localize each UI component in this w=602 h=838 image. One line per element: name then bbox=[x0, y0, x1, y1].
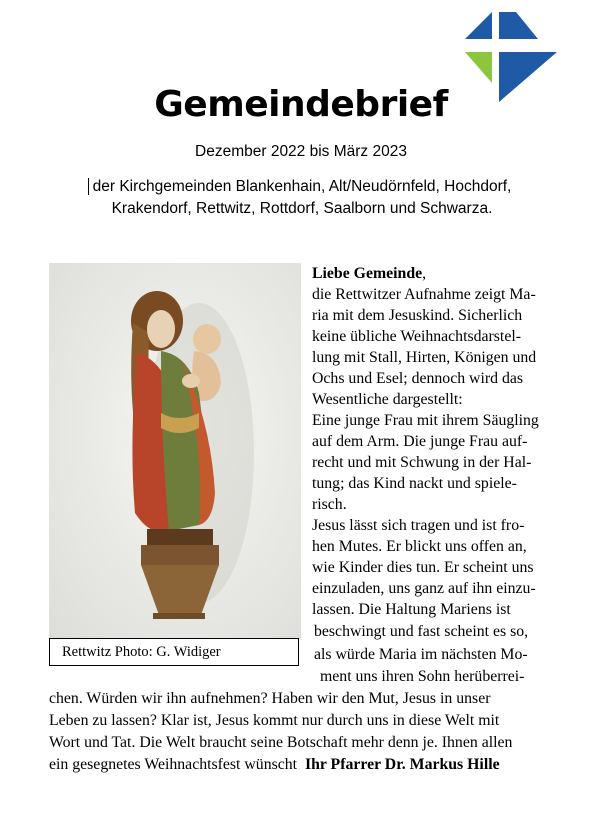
letter-line: Wort und Tat. Die Welt braucht seine Botschaft mehr denn je. Ihnen allen bbox=[49, 734, 513, 751]
letter-closing-line bbox=[49, 755, 500, 775]
letter-line: einzuladen, uns ganz auf ihn einzu- bbox=[312, 580, 536, 597]
letter-closing: ein gesegnetes Weihnachtsfest wünscht bbox=[49, 756, 298, 773]
logo-green-left bbox=[465, 52, 492, 83]
letter-line: lassen. Die Haltung Mariens ist bbox=[312, 601, 511, 618]
letter-signature: Ihr Pfarrer Dr. Markus Hille bbox=[304, 756, 500, 773]
letter-greeting: Liebe Gemeinde bbox=[312, 265, 423, 282]
madonna-statue-photo bbox=[49, 263, 301, 639]
logo-blue-top-right bbox=[499, 12, 538, 39]
photo-caption: Rettwitz Photo: G. Widiger bbox=[49, 638, 299, 666]
letter-line: recht und mit Schwung in der Hal- bbox=[312, 454, 532, 471]
parishes-line-2: Krakendorf, Rettwitz, Rottdorf, Saalborn und Schwarza. bbox=[111, 200, 493, 217]
letter-line: die Rettwitzer Aufnahme zeigt Ma- bbox=[312, 286, 536, 303]
letter-greeting-line bbox=[312, 264, 426, 284]
letter-line: tung; das Kind nackt und spiele- bbox=[312, 475, 517, 492]
greeting-comma: , bbox=[422, 265, 427, 282]
parishes-block bbox=[62, 176, 542, 220]
parishes-line-1: der Kirchgemeinden Blankenhain, Alt/Neudörnfeld, Hochdorf, bbox=[92, 178, 512, 195]
text-cursor-mark bbox=[88, 178, 89, 195]
letter-line: als würde Maria im nächsten Mo- bbox=[314, 646, 528, 663]
newsletter-title: Gemeindebrief bbox=[154, 84, 448, 125]
letter-line: ment uns ihren Sohn herüberrei- bbox=[320, 668, 525, 685]
issue-period: Dezember 2022 bis März 2023 bbox=[195, 143, 407, 160]
letter-line: keine übliche Weihnachtsdarstel- bbox=[312, 328, 521, 345]
letter-line: Wesentliche dargestellt: bbox=[312, 391, 463, 408]
logo-blue-top-left bbox=[465, 12, 492, 39]
letter-line: risch. bbox=[312, 496, 347, 513]
letter-line: Ochs und Esel; dennoch wird das bbox=[312, 370, 524, 387]
letter-line: hen Mutes. Er blickt uns offen an, bbox=[312, 538, 527, 555]
letter-line: beschwingt und fast scheint es so, bbox=[314, 623, 529, 640]
letter-line: lung mit Stall, Hirten, Königen und bbox=[312, 349, 537, 366]
letter-line: Jesus lässt sich tragen und ist fro- bbox=[312, 517, 525, 534]
letter-line: wie Kinder dies tun. Er scheint uns bbox=[312, 559, 534, 576]
letter-line: Eine junge Frau mit ihrem Säugling bbox=[312, 412, 539, 429]
letter-line: auf dem Arm. Die junge Frau auf- bbox=[312, 433, 528, 450]
letter-line: Leben zu lassen? Klar ist, Jesus kommt nur durch uns in diese Welt mit bbox=[49, 712, 500, 729]
letter-line: ria mit dem Jesuskind. Sicherlich bbox=[312, 307, 523, 324]
letter-line: chen. Würden wir ihn aufnehmen? Haben wir den Mut, Jesus in unser bbox=[49, 690, 491, 707]
